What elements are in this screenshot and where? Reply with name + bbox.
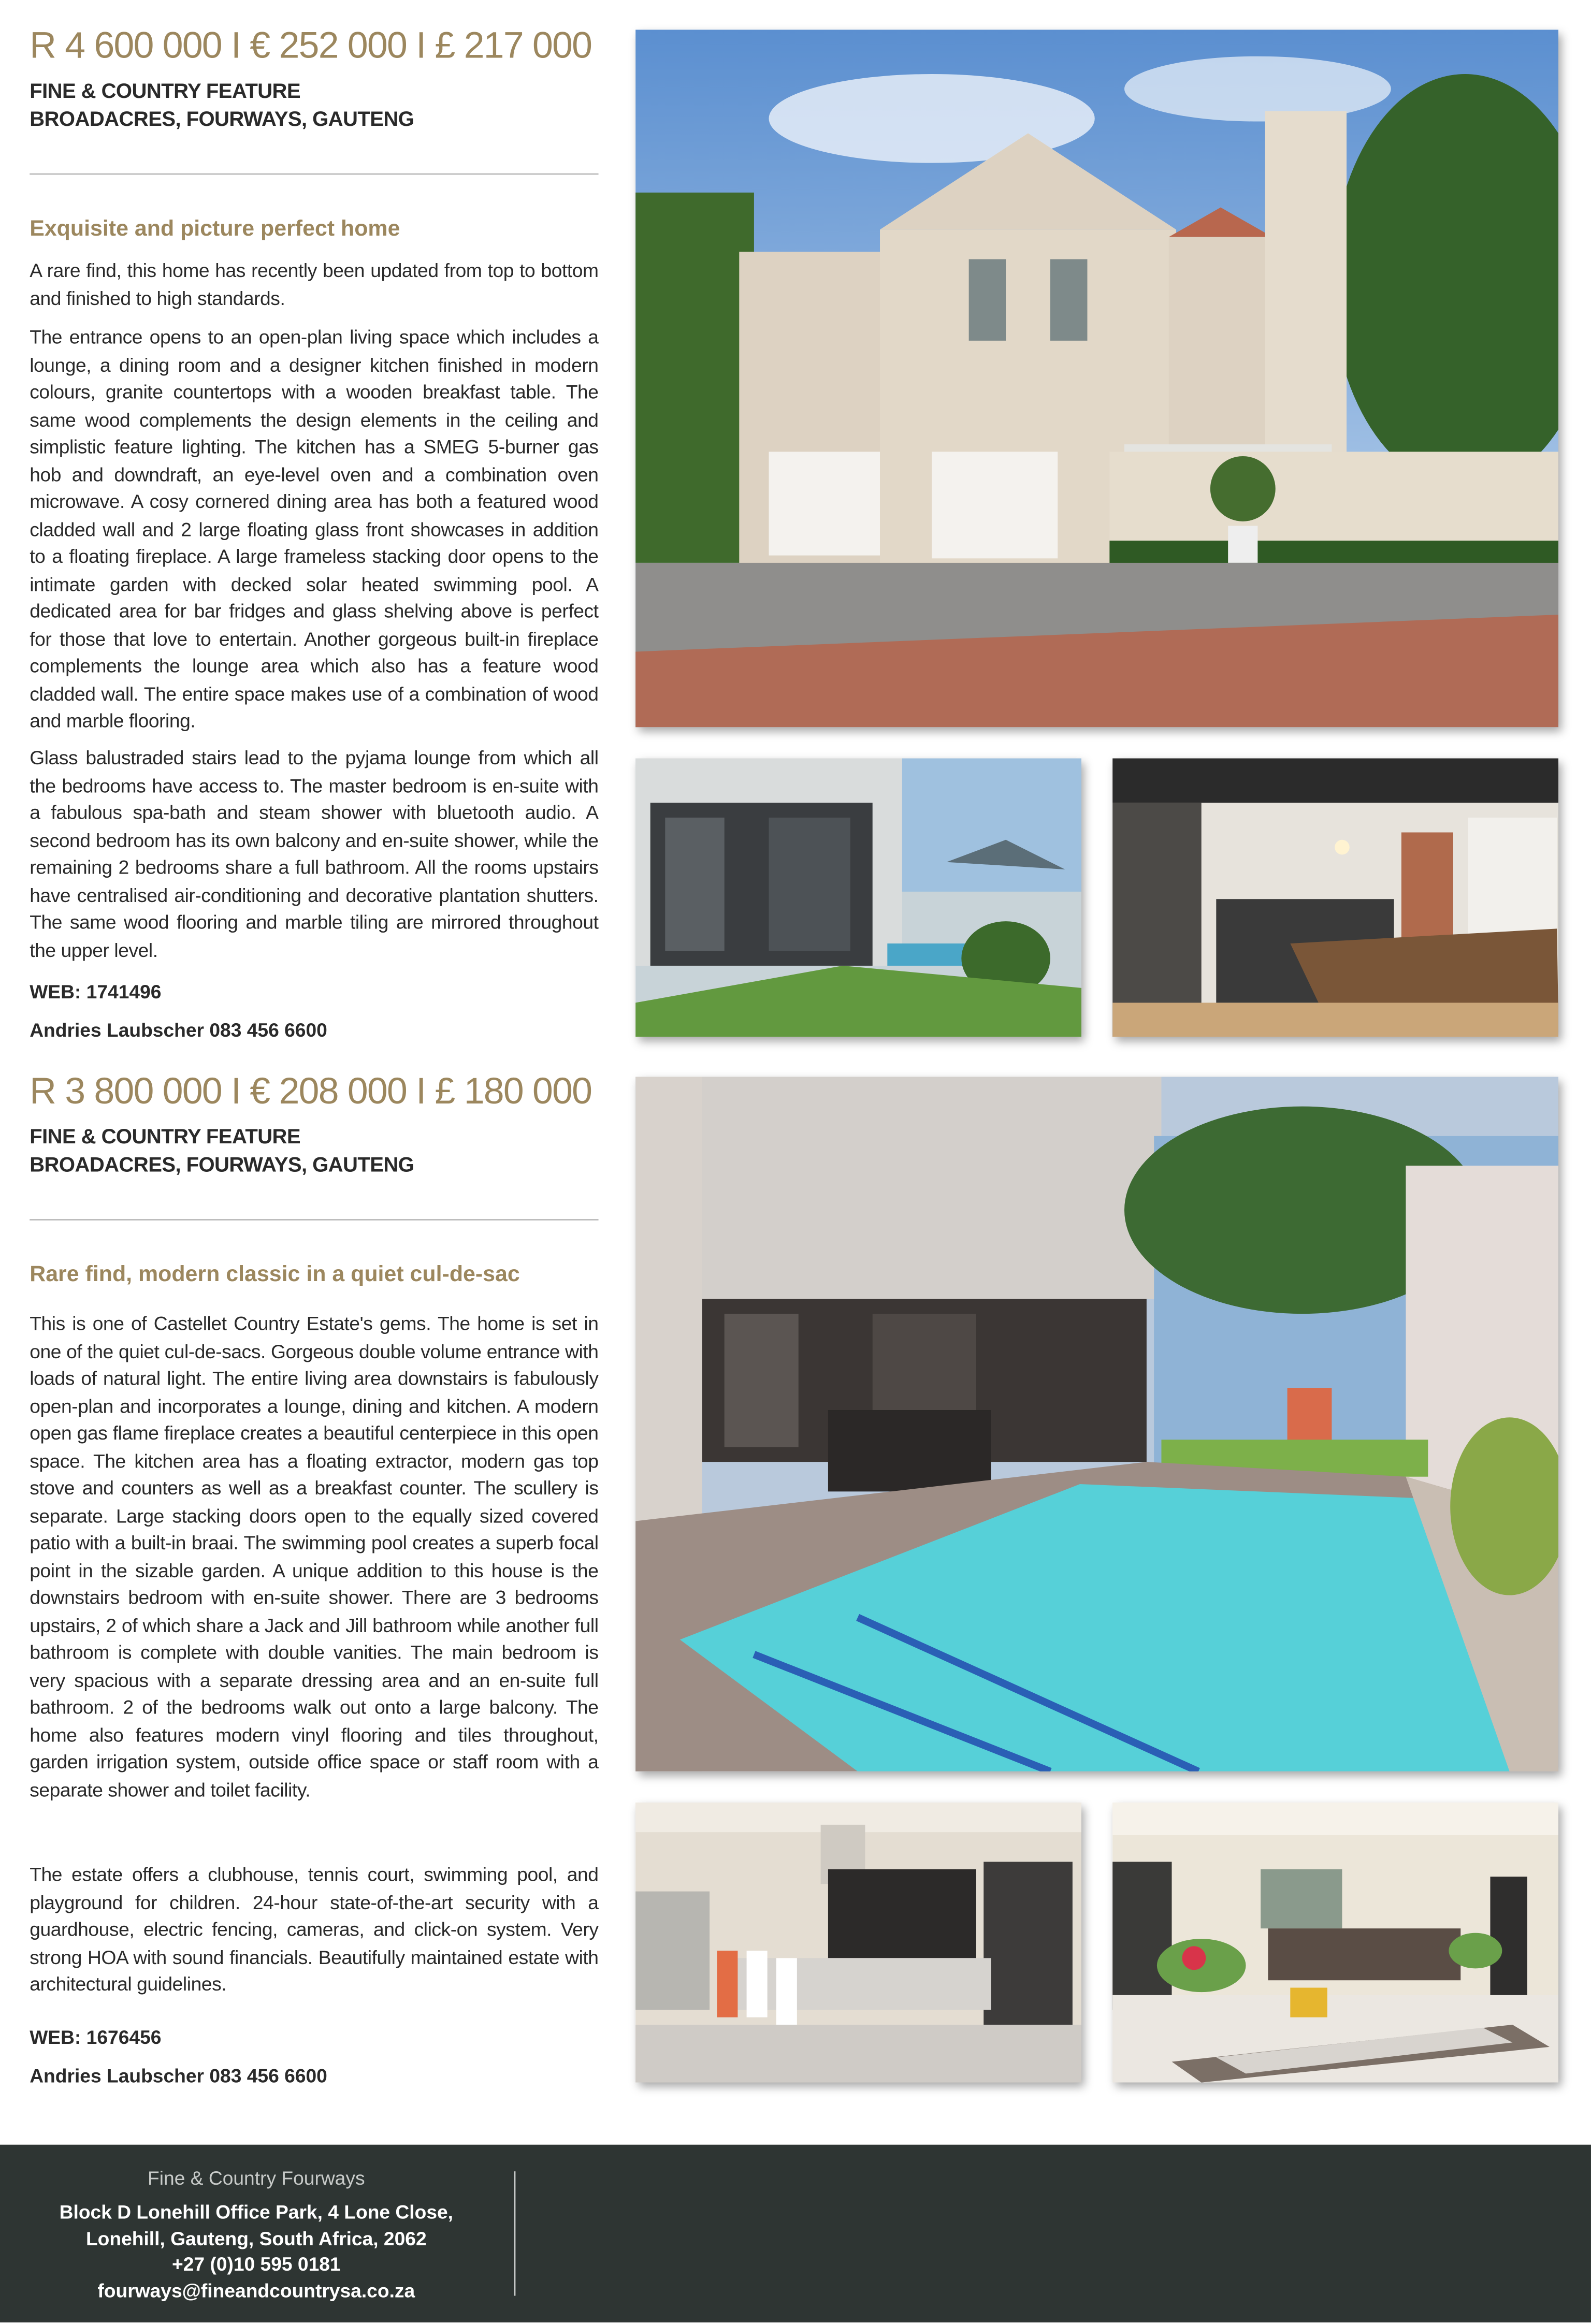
lounge-image xyxy=(1112,1803,1558,2083)
listing-2-photo-kitchen xyxy=(635,1803,1081,2083)
listing-1 xyxy=(30,24,598,1046)
listing-1-headline: Exquisite and picture perfect home xyxy=(30,216,400,242)
listing-2-agent-contact: Andries Laubscher 083 456 6600 xyxy=(30,2065,327,2087)
listing-2-divider xyxy=(30,1219,598,1221)
footer-divider xyxy=(514,2171,516,2296)
listing-1-feature-label: FINE & COUNTRY FEATURE xyxy=(30,78,301,103)
footer xyxy=(0,2145,1591,2322)
listing-2-photo-lounge xyxy=(1112,1803,1558,2083)
listing-2-paragraph-2: The estate offers a clubhouse, tennis court, swimming pool, and playground for children. 24-hour state-of-the-art security with a guardhouse, electric fencing, cameras, and click-on system. Very strong HOA with sound financials. Beautifully maintained estate with architectural guidelines. xyxy=(30,1863,599,1995)
footer-email-link[interactable]: fourways@fineandcountrysa.co.za xyxy=(97,2278,415,2301)
listing-1-photo-pool-garden xyxy=(635,758,1081,1037)
listing-2-web-reference: WEB: 1676456 xyxy=(30,2026,162,2049)
listing-2-headline: Rare find, modern classic in a quiet cul-de-sac xyxy=(30,1261,520,1287)
kitchen-image xyxy=(1112,758,1558,1037)
pool-patio-image xyxy=(635,1077,1558,1771)
listing-2-paragraph-1: This is one of Castellet Country Estate's gems. The home is set in one of the quiet cul-de-sacs. Gorgeous double volume entrance with loads of natural light. The entire living area downstairs is fabulously open-plan and incorporates a lounge, dining and kitchen. A modern open gas flame fireplace creates a beautiful centerpiece in this open space. The kitchen area has a floating extractor, modern gas top stove and counters as well as a breakfast counter. The scullery is separate. Large stacking doors open to the equally sized covered patio with a built-in braai. The swimming pool creates a superb focal point in the sizable garden. A unique addition to this house is the downstairs bedroom with en-suite shower. There are 3 bedrooms upstairs, 2 of which share a Jack and Jill bathroom while another full bathroom is complete with double vanities. The main bedroom is very spacious with a separate dressing area and an en-suite full bathroom. 2 of the bedrooms walk out onto a large balcony. The home also features modern vinyl flooring and tiles throughout, garden irrigation system, outside office space or staff room with a separate shower and toilet facility. xyxy=(30,1312,599,1800)
pool-garden-image xyxy=(635,758,1081,1037)
listing-2-location: BROADACRES, FOURWAYS, GAUTENG xyxy=(30,1152,414,1176)
listing-1-photo-kitchen xyxy=(1112,758,1558,1037)
listing-1-paragraph-2: The entrance opens to an open-plan living space which includes a lounge, a dining room and a designer kitchen finished in modern colours, granite countertops with a wooden breakfast table. The same wood complements the design elements in the ceiling and simplistic feature lighting. The kitchen has a SMEG 5-burner gas hob and downdraft, an eye-level oven and a combination oven microwave. A cosy cornered dining area has both a featured wood cladded wall and 2 large floating glass front showcases in addition to a floating fireplace. A large frameless stacking door opens to the intimate garden with decked solar heated swimming pool. A dedicated area for bar fridges and glass shelving above is perfect for those that love to entertain. Another gorgeous built-in fireplace complements the lounge area which also has a feature wood cladded wall. The entire space makes use of a combination of wood and marble flooring. xyxy=(30,326,599,732)
listing-2-feature-label: FINE & COUNTRY FEATURE xyxy=(30,1124,301,1148)
footer-address-line-1: Block D Lonehill Office Park, 4 Lone Close, xyxy=(59,2201,454,2224)
listing-1-web-reference: WEB: 1741496 xyxy=(30,980,162,1003)
listing-1-photo-exterior xyxy=(635,30,1558,727)
house-exterior-image xyxy=(635,30,1558,727)
kitchen-bar-image xyxy=(635,1803,1081,2083)
listing-1-paragraph-1: A rare find, this home has recently been updated from top to bottom and finished to high standards. xyxy=(30,259,599,309)
listing-1-agent-contact: Andries Laubscher 083 456 6600 xyxy=(30,1019,327,1041)
listing-1-price: R 4 600 000 I € 252 000 I £ 217 000 xyxy=(30,25,592,67)
footer-address-line-2: Lonehill, Gauteng, South Africa, 2062 xyxy=(85,2227,427,2249)
listing-2 xyxy=(30,1069,598,2099)
listing-1-paragraph-3: Glass balustraded stairs lead to the pyjama lounge from which all the bedrooms have access to. The master bedroom is en-suite with a fabulous spa-bath and steam shower with bluetooth audio. A second bedroom has its own balcony and en-suite shower, while the remaining 2 bedrooms share a full bathroom. All the rooms upstairs have centralised air-conditioning and decorative plantation shutters. The same wood flooring and marble tiling are mirrored throughout the upper level. xyxy=(30,746,599,961)
listing-2-photo-pool-patio xyxy=(635,1077,1558,1771)
listing-1-location: BROADACRES, FOURWAYS, GAUTENG xyxy=(30,106,414,130)
footer-office-name: Fine & Country Fourways xyxy=(148,2167,365,2189)
footer-phone[interactable]: +27 (0)10 595 0181 xyxy=(171,2253,341,2275)
listing-2-price: R 3 800 000 I € 208 000 I £ 180 000 xyxy=(30,1070,592,1113)
listing-1-divider xyxy=(30,173,598,175)
